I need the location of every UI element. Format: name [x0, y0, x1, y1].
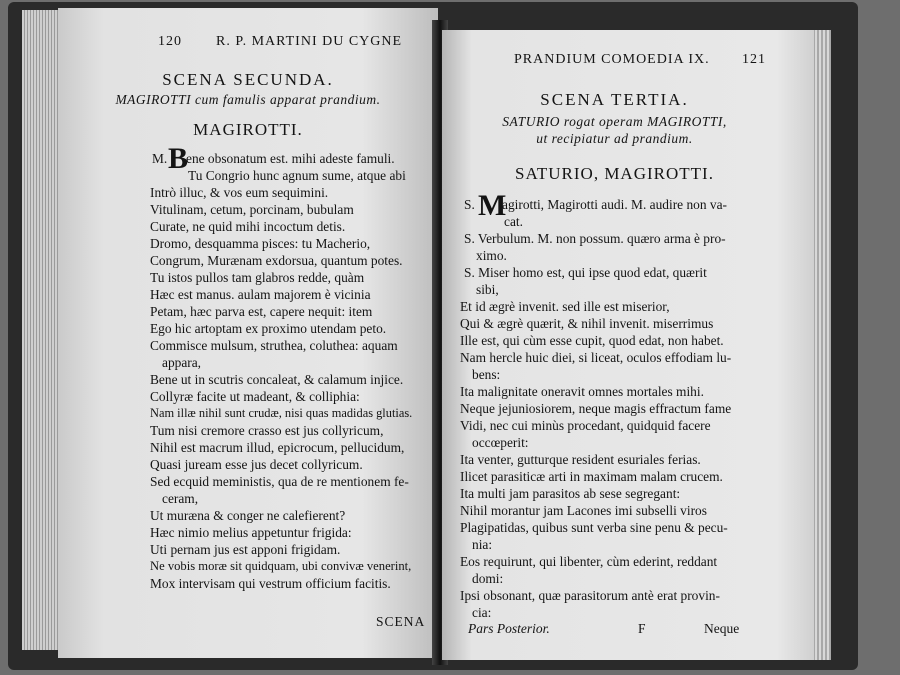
verse-line: Eos requirunt, qui libenter, cùm ederint, reddant: [460, 554, 718, 569]
verse-line: Nihil morantur jam Lacones imi subselli viros: [460, 503, 707, 518]
verse-line: ceram,: [162, 491, 199, 506]
verse-line: Qui & ægrè quærit, & nihil invenit. miserrimus: [460, 316, 714, 331]
right-speakers: SATURIO, MAGIROTTI.: [515, 164, 714, 183]
verse-line: Vitulinam, cetum, porcinam, bubulam: [150, 202, 354, 217]
left-speaker: MAGIROTTI.: [193, 120, 303, 139]
verse-line: Tum nisi cremore crasso est jus collyricum,: [150, 423, 384, 438]
left-page: [58, 8, 438, 658]
verse-line: appara,: [162, 355, 202, 370]
verse-line: Ille est, qui cùm esse cupit, quod edat, non habet.: [460, 333, 724, 348]
verse-line: Nihil est macrum illud, epicrocum, pellucidum,: [150, 440, 405, 455]
left-page-number: 120: [158, 34, 182, 49]
verse-line: ene obsonatum est. mihi adeste famuli.: [186, 151, 395, 166]
left-drop-prefix: M.: [152, 151, 168, 166]
verse-line: Bene ut in scutris concaleat, & calamum injice.: [150, 372, 404, 387]
left-scene-argument: MAGIROTTI cum famulis apparat prandium.: [115, 92, 381, 107]
verse-line: Tu Congrio hunc agnum sume, atque abi: [188, 168, 406, 183]
verse-line: Ipsi obsonant, quæ parasitorum antè erat provin-: [460, 588, 720, 603]
right-scene-title: SCENA TERTIA.: [540, 90, 689, 109]
verse-line: nia:: [472, 537, 493, 552]
verse-line: Plagipatidas, quibus sunt verba sine penu & pecu-: [460, 520, 728, 535]
left-scene-title: SCENA SECUNDA.: [162, 70, 334, 89]
verse-line: Hæc nimio melius appetuntur frigida:: [150, 525, 352, 540]
verse-line: Nam illæ nihil sunt crudæ, nisi quas madidas glutias.: [150, 406, 413, 420]
verse-line: Dromo, desquamma pisces: tu Macherio,: [150, 236, 371, 251]
verse-line: cat.: [504, 214, 523, 229]
verse-line: Collyræ facite ut madeant, & colliphia:: [150, 389, 360, 404]
verse-line: Uti pernam jus est apponi frigidam.: [150, 542, 341, 557]
verse-line: occœperit:: [472, 435, 529, 450]
verse-line: ximo.: [476, 248, 507, 263]
verse-line: Ego hic artoptam ex proximo utendam peto.: [150, 321, 387, 336]
verse-line: Sed ecquid meministis, qua de re mentionem fe-: [150, 474, 409, 489]
page-edges-left: [22, 10, 62, 650]
verse-line: domi:: [472, 571, 504, 586]
verse-line: Vidi, nec cui minùs procedant, quidquid facere: [460, 418, 711, 433]
verse-line: Commisce mulsum, struthea, coluthea: aquam: [150, 338, 398, 353]
verse-line: Ita malignitate oneravit omnes mortales mihi.: [460, 384, 704, 399]
verse-line: Mox intervisam qui vestrum officium facitis.: [150, 576, 391, 591]
verse-line: Et id ægrè invenit. sed ille est miserior,: [460, 299, 670, 314]
right-page-number: 121: [742, 52, 766, 67]
left-running-head: R. P. MARTINI DU CYGNE: [216, 34, 403, 49]
verse-line: Ita multi jam parasitos ab sese segregant:: [460, 486, 681, 501]
right-page: [442, 30, 814, 660]
right-scene-argument-line2: ut recipiatur ad prandium.: [536, 131, 693, 146]
right-scene-argument-line1: SATURIO rogat operam MAGIROTTI,: [502, 114, 727, 129]
verse-line: Neque jejuniosiorem, neque magis effractum fame: [460, 401, 732, 416]
right-running-head: PRANDIUM COMOEDIA IX.: [514, 52, 710, 67]
right-signature-letter: F: [638, 621, 646, 636]
verse-line: Quasi juream esse jus decet collyricum.: [150, 457, 363, 472]
right-drop-prefix: S.: [464, 197, 475, 212]
verse-line: Petam, hæc parva est, capere nequit: item: [150, 304, 373, 319]
verse-line: Ne vobis moræ sit quidquam, ubi convivæ venerint,: [150, 559, 412, 573]
verse-line: Ilicet parasiticæ arti in maximam malam crucem.: [460, 469, 723, 484]
verse-line: Ut muræna & conger ne calefierent?: [150, 508, 346, 523]
verse-line: agirotti, Magirotti audi. M. audire non va-: [502, 197, 727, 212]
right-catchword: Neque: [704, 621, 740, 636]
verse-line: S. Miser homo est, qui ipse quod edat, quærit: [464, 265, 707, 280]
verse-line: Curate, ne quid mihi incoctum detis.: [150, 219, 346, 234]
verse-line: Ita venter, gutturque resident esuriales ferias.: [460, 452, 701, 467]
left-catchword: SCENA: [376, 614, 426, 629]
verse-line: sibi,: [476, 282, 499, 297]
verse-line: Hæc est manus. aulam majorem è vicinia: [150, 287, 371, 302]
right-footer-signature-mark: Pars Posterior.: [468, 621, 550, 636]
verse-line: Nam hercle huic diei, si liceat, oculos effodiam lu-: [460, 350, 732, 365]
verse-line: Intrò illuc, & vos eum sequimini.: [150, 185, 329, 200]
left-drop-cap: B: [168, 142, 189, 175]
verse-line: S. Verbulum. M. non possum. quæro arma è pro-: [464, 231, 726, 246]
right-drop-cap: M: [478, 189, 507, 222]
verse-line: Congrum, Murænam exdorsua, quantum potes.: [150, 253, 403, 268]
verse-line: Tu istos pullos tam glabros redde, quàm: [150, 270, 365, 285]
verse-line: bens:: [472, 367, 501, 382]
verse-line: cia:: [472, 605, 492, 620]
